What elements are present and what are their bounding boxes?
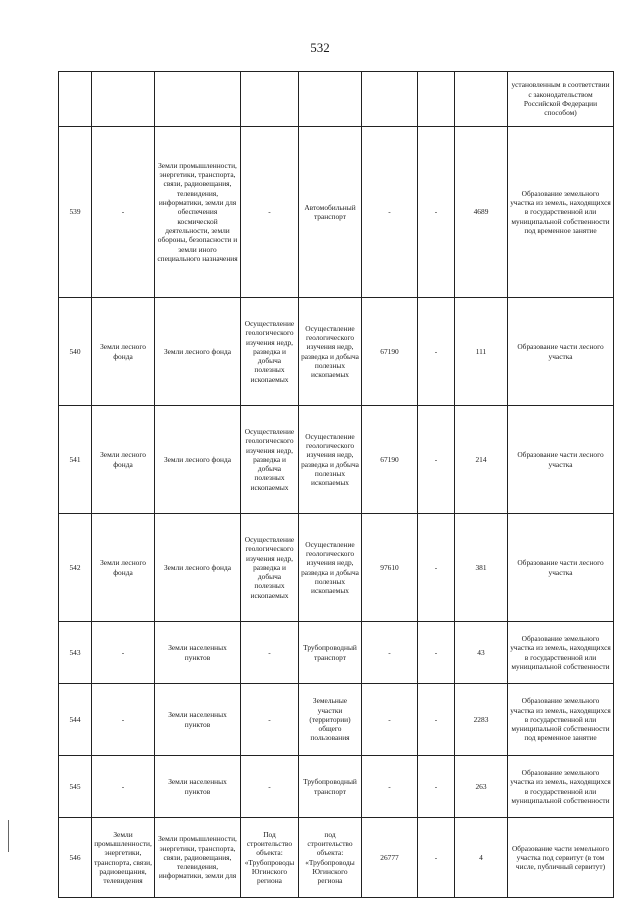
land-category-new <box>155 127 241 298</box>
permitted-use-new <box>299 72 362 127</box>
area-sqm <box>455 298 508 406</box>
area-existing <box>418 622 455 684</box>
land-category-new <box>155 406 241 514</box>
land-category-current-text: Земли промышленности, энергетики, транспорта, связи, радиовещания, телевидения <box>94 829 152 886</box>
cadastral-quarter-text: - <box>388 781 391 791</box>
land-category-new <box>155 818 241 898</box>
formation-method <box>508 406 614 514</box>
permitted-use-new <box>299 684 362 756</box>
table-row <box>59 72 614 127</box>
row-number <box>59 298 92 406</box>
land-category-current <box>92 298 155 406</box>
land-category-new <box>155 72 241 127</box>
permitted-use-current <box>241 756 299 818</box>
area-sqm <box>455 514 508 622</box>
area-existing-text: - <box>434 207 438 217</box>
area-existing <box>418 514 455 622</box>
formation-method <box>508 298 614 406</box>
cadastral-quarter <box>362 684 418 756</box>
permitted-use-new <box>299 298 362 406</box>
cadastral-quarter-text: 67190 <box>380 346 399 356</box>
margin-mark <box>8 820 10 852</box>
row-number-text: 540 <box>69 346 81 356</box>
permitted-use-current <box>241 818 299 898</box>
land-category-new-text: Земли промышленности, энергетики, транспорта, связи, радиовещания, телевидения, информатики, земли для <box>158 834 237 881</box>
row-number <box>59 756 92 818</box>
permitted-use-current-text: - <box>268 714 271 724</box>
cadastral-quarter <box>362 514 418 622</box>
row-number <box>59 514 92 622</box>
formation-method-text: Образование земельного участка из земель, находящихся в государственной или муниципальной собственности под временное занятие <box>510 188 611 235</box>
area-existing-text: - <box>434 647 438 657</box>
area-sqm-text: 111 <box>475 346 487 356</box>
row-number-text: 546 <box>69 852 81 862</box>
land-category-current <box>92 756 155 818</box>
cadastral-quarter <box>362 406 418 514</box>
cadastral-quarter <box>362 756 418 818</box>
land-category-current-text: - <box>121 647 125 657</box>
land-category-new-text: Земли лесного фонда <box>163 346 232 356</box>
cadastral-quarter <box>362 127 418 298</box>
cadastral-quarter-text: - <box>388 207 391 217</box>
page-number: 532 <box>310 40 330 55</box>
row-number <box>59 72 92 127</box>
permitted-use-current <box>241 622 299 684</box>
formation-method <box>508 622 614 684</box>
land-category-current-text: - <box>121 781 125 791</box>
land-category-new <box>155 622 241 684</box>
permitted-use-new-text: под строительство объекта: «Трубопроводы Югинского региона <box>305 829 355 886</box>
permitted-use-new <box>299 756 362 818</box>
table-row <box>59 514 614 622</box>
land-category-new-text: Земли лесного фонда <box>163 562 232 572</box>
permitted-use-current <box>241 684 299 756</box>
permitted-use-new-text: Осуществление геологического изучения недр, разведка и добыча полезных ископаемых <box>301 323 359 380</box>
land-category-current <box>92 514 155 622</box>
area-sqm-text: 381 <box>475 562 487 572</box>
table-row <box>59 298 614 406</box>
land-category-current-text: Земли лесного фонда <box>100 558 146 577</box>
permitted-use-new-text: Автомобильный транспорт <box>304 202 356 221</box>
formation-method-text: Образование земельного участка из земель, находящихся в государственной или муниципальной собственности <box>510 633 611 671</box>
area-existing-text: - <box>434 346 438 356</box>
table-row <box>59 684 614 756</box>
land-category-new <box>155 514 241 622</box>
area-sqm <box>455 622 508 684</box>
permitted-use-current <box>241 127 299 298</box>
formation-method-text: Образование части лесного участка <box>517 342 604 361</box>
row-number <box>59 622 92 684</box>
permitted-use-current <box>241 406 299 514</box>
formation-method <box>508 756 614 818</box>
table-row <box>59 818 614 898</box>
land-category-current <box>92 72 155 127</box>
row-number <box>59 406 92 514</box>
row-number <box>59 127 92 298</box>
permitted-use-new-text: Земельные участки (территории) общего пользования <box>309 696 351 743</box>
land-category-current-text: - <box>121 207 125 217</box>
row-number-text: 545 <box>69 781 81 791</box>
permitted-use-current-text: - <box>268 207 271 217</box>
permitted-use-new <box>299 622 362 684</box>
table-row <box>59 622 614 684</box>
land-category-new-text: Земли населенных пунктов <box>168 710 227 729</box>
cadastral-quarter <box>362 298 418 406</box>
formation-method-text: Образование земельного участка из земель, находящихся в государственной или муниципальной собственности <box>510 767 611 805</box>
cadastral-quarter <box>362 72 418 127</box>
land-category-current <box>92 622 155 684</box>
permitted-use-new-text: Трубопроводный транспорт <box>303 777 357 796</box>
area-existing <box>418 72 455 127</box>
land-category-new <box>155 298 241 406</box>
area-sqm-text: 2283 <box>473 714 489 724</box>
area-sqm <box>455 818 508 898</box>
area-existing <box>418 298 455 406</box>
permitted-use-current <box>241 514 299 622</box>
row-number-text: 543 <box>69 647 81 657</box>
area-existing-text: - <box>434 454 438 464</box>
formation-method-text: Образование части лесного участка <box>517 450 604 469</box>
formation-method-text: Образование части лесного участка <box>517 558 604 577</box>
land-category-current <box>92 684 155 756</box>
land-category-current-text: - <box>121 714 125 724</box>
permitted-use-current <box>241 72 299 127</box>
table-row <box>59 756 614 818</box>
permitted-use-current-text: Осуществление геологического изучения недр, разведка и добыча полезных ископаемых <box>244 534 295 600</box>
permitted-use-current-text: Осуществление геологического изучения недр, разведка и добыча полезных ископаемых <box>244 426 295 492</box>
formation-method-text: Образование земельного участка из земель, находящихся в государственной или муниципальной собственности под временное занятие <box>510 696 611 743</box>
permitted-use-current <box>241 298 299 406</box>
cadastral-quarter-text: - <box>388 647 391 657</box>
land-category-new <box>155 684 241 756</box>
formation-method <box>508 72 614 127</box>
area-existing-text: - <box>434 714 438 724</box>
area-sqm-text: 4689 <box>473 207 489 217</box>
table-row <box>59 406 614 514</box>
permitted-use-new-text: Осуществление геологического изучения недр, разведка и добыча полезных ископаемых <box>301 431 359 488</box>
permitted-use-new-text: Трубопроводный транспорт <box>303 643 357 662</box>
formation-method <box>508 127 614 298</box>
row-number <box>59 818 92 898</box>
formation-method-text: Образование части земельного участка под сервитут (в том числе, публичный сервитут) <box>511 843 610 872</box>
permitted-use-new-text: Осуществление геологического изучения недр, разведка и добыча полезных ископаемых <box>301 539 359 596</box>
row-number-text: 541 <box>69 454 81 464</box>
area-existing <box>418 756 455 818</box>
land-category-new-text: Земли промышленности, энергетики, транспорта, связи, радиовещания, телевидения, информатики, земли для обеспечения космической деятельности, земли обороны, безопасности и земли иного специального назначения <box>157 160 238 263</box>
area-existing <box>418 127 455 298</box>
area-sqm-text: 214 <box>475 454 487 464</box>
cadastral-quarter <box>362 622 418 684</box>
land-category-current <box>92 127 155 298</box>
area-sqm-text: 4 <box>479 852 483 862</box>
area-existing <box>418 818 455 898</box>
land-category-new <box>155 756 241 818</box>
permitted-use-current-text: - <box>268 781 271 791</box>
area-existing <box>418 406 455 514</box>
cadastral-quarter <box>362 818 418 898</box>
cadastral-quarter-text: 67190 <box>380 454 399 464</box>
area-sqm <box>455 72 508 127</box>
area-sqm <box>455 127 508 298</box>
row-number-text: 542 <box>69 562 81 572</box>
area-existing <box>418 684 455 756</box>
land-category-current-text: Земли лесного фонда <box>100 450 146 469</box>
permitted-use-current-text: Осуществление геологического изучения недр, разведка и добыча полезных ископаемых <box>244 318 295 384</box>
land-category-new-text: Земли населенных пунктов <box>168 643 227 662</box>
area-sqm-text: 43 <box>477 647 485 657</box>
permitted-use-current-text: - <box>268 647 271 657</box>
row-number <box>59 684 92 756</box>
formation-method-text: установленным в соответствии с законодательством Российской Федерации способом) <box>511 80 610 118</box>
land-category-current <box>92 818 155 898</box>
land-category-current-text: Земли лесного фонда <box>100 342 146 361</box>
row-number-text: 539 <box>69 207 81 217</box>
cadastral-quarter-text: 26777 <box>380 852 399 862</box>
land-category-new-text: Земли населенных пунктов <box>168 777 227 796</box>
cadastral-quarter-text: 97610 <box>380 562 399 572</box>
permitted-use-current-text: Под строительство объекта: «Трубопроводы Югинского региона <box>244 829 295 886</box>
land-registry-table <box>58 71 614 898</box>
permitted-use-new <box>299 818 362 898</box>
formation-method <box>508 818 614 898</box>
table-row <box>59 127 614 298</box>
area-existing-text: - <box>434 781 438 791</box>
formation-method <box>508 684 614 756</box>
row-number-text: 544 <box>69 714 81 724</box>
permitted-use-new <box>299 127 362 298</box>
area-sqm <box>455 684 508 756</box>
area-existing-text: - <box>434 562 438 572</box>
cadastral-quarter-text: - <box>388 714 391 724</box>
formation-method <box>508 514 614 622</box>
area-sqm <box>455 406 508 514</box>
land-category-new-text: Земли лесного фонда <box>163 454 232 464</box>
permitted-use-new <box>299 514 362 622</box>
permitted-use-new <box>299 406 362 514</box>
area-existing-text: - <box>434 852 438 862</box>
area-sqm-text: 263 <box>475 781 487 791</box>
area-sqm <box>455 756 508 818</box>
land-category-current <box>92 406 155 514</box>
